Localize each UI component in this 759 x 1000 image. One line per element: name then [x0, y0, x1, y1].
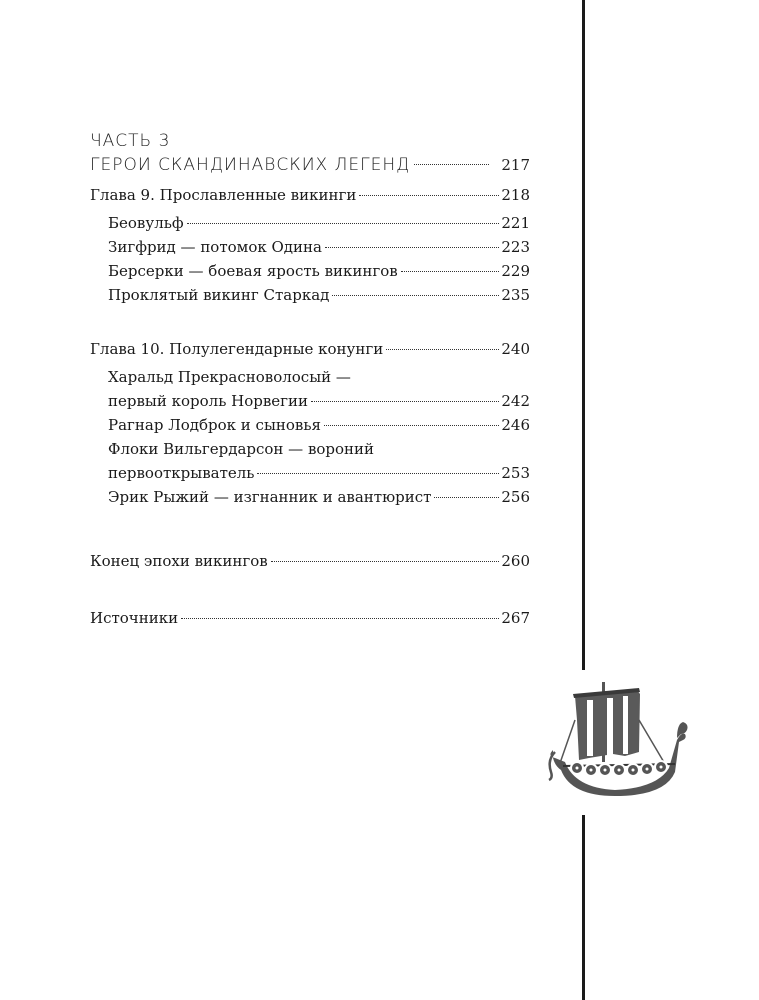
entry-page: 256 — [501, 488, 530, 506]
entry-page: 221 — [501, 214, 530, 232]
toc-entry[interactable] — [108, 487, 530, 507]
leader-dots — [401, 271, 500, 272]
toc-entry[interactable] — [108, 261, 530, 281]
entry-title-line1: Харальд Прекрасноволосый — — [108, 368, 351, 386]
part-heading — [90, 131, 530, 178]
entry-page: 246 — [501, 416, 530, 434]
entry-page: 223 — [501, 238, 530, 256]
entry-title: Конец эпохи викингов — [90, 552, 268, 570]
page-divider-line-bottom — [582, 815, 585, 1000]
entry-page: 260 — [501, 552, 530, 570]
leader-dots — [359, 195, 499, 196]
entry-page: 235 — [501, 286, 530, 304]
toc-entry[interactable] — [108, 391, 530, 411]
toc-entry[interactable] — [108, 415, 530, 435]
toc-entry[interactable] — [108, 285, 530, 305]
chapter-title: Глава 10. Полулегендарные конунги — [90, 340, 384, 358]
chapter-page: 240 — [501, 340, 530, 358]
entry-title: Зигфрид — потомок Одина — [108, 238, 322, 256]
leader-dots — [434, 497, 499, 498]
part-title-row[interactable] — [90, 152, 530, 178]
leader-dots — [181, 618, 499, 619]
toc-chapter-9[interactable] — [90, 185, 530, 205]
part-label: ЧАСТЬ 3 — [90, 131, 171, 151]
entry-title: Беовульф — [108, 214, 184, 232]
entry-title: Берсерки — боевая ярость викингов — [108, 262, 398, 280]
entry-title: Источники — [90, 609, 179, 627]
entry-page: 242 — [501, 392, 530, 410]
part-title: ГЕРОИ СКАНДИНАВСКИХ ЛЕГЕНД — [90, 155, 411, 175]
entry-title: первый король Норвегии — [108, 392, 309, 410]
leader-dots — [325, 247, 499, 248]
entry-page: 267 — [501, 609, 530, 627]
leader-dots — [187, 223, 500, 224]
toc-entry[interactable] — [108, 213, 530, 233]
leader-dots — [257, 473, 499, 474]
page-divider-line-top — [582, 0, 585, 670]
entry-title: первооткрыватель — [108, 464, 255, 482]
toc-entry[interactable] — [108, 237, 530, 257]
leader-dots — [271, 561, 500, 562]
leader-dots — [414, 164, 489, 165]
entry-title: Эрик Рыжий — изгнанник и авантюрист — [108, 488, 432, 506]
leader-dots — [386, 349, 499, 350]
part-page: 217 — [501, 156, 530, 174]
leader-dots — [324, 425, 499, 426]
viking-ship-icon — [545, 680, 690, 800]
toc-chapter-10[interactable] — [90, 339, 530, 359]
toc-end-of-era[interactable] — [90, 551, 530, 571]
chapter-page: 218 — [501, 186, 530, 204]
entry-title-line1: Флоки Вильгердарсон — вороний — [108, 440, 375, 458]
entry-title: Проклятый викинг Старкад — [108, 286, 330, 304]
leader-dots — [332, 295, 499, 296]
toc-sources[interactable] — [90, 608, 530, 628]
entry-page: 229 — [501, 262, 530, 280]
leader-dots — [311, 401, 499, 402]
entry-page: 253 — [501, 464, 530, 482]
entry-title: Рагнар Лодброк и сыновья — [108, 416, 322, 434]
toc-entry[interactable] — [108, 463, 530, 483]
chapter-title: Глава 9. Прославленные викинги — [90, 186, 357, 204]
